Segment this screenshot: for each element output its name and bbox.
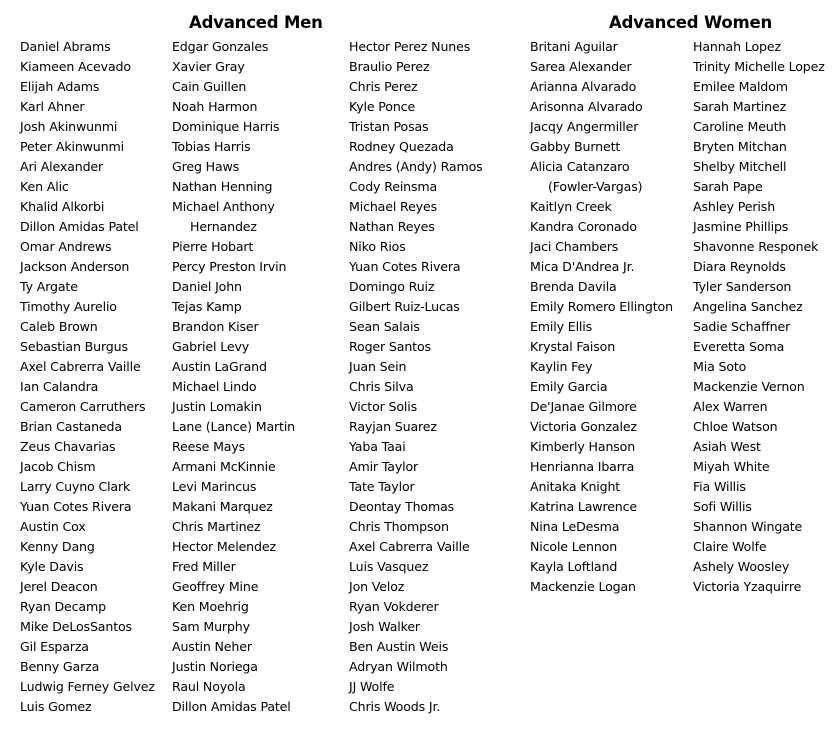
name-entry: Chloe Watson [693, 419, 778, 434]
name-entry: Daniel Abrams [20, 39, 111, 54]
name-entry: Levi Marincus [172, 479, 257, 494]
name-entry: Axel Cabrerra Vaille [20, 359, 141, 374]
name-entry: Katrina Lawrence [530, 499, 638, 514]
name-entry: Sebastian Burgus [20, 339, 128, 354]
name-entry: Sam Murphy [172, 619, 250, 634]
name-entry: Arianna Alvarado [530, 79, 637, 94]
name-entry: Chris Perez [349, 79, 418, 94]
name-entry: Chris Martinez [172, 519, 261, 534]
name-entry: Emily Ellis [530, 319, 593, 334]
name-entry: Kayla Loftland [530, 559, 618, 574]
name-entry: Justin Lomakin [172, 399, 262, 414]
name-entry: Ben Austin Weis [349, 639, 449, 654]
name-entry: Ty Argate [20, 279, 78, 294]
name-entry: Josh Walker [349, 619, 420, 634]
name-entry: Everetta Soma [693, 339, 785, 354]
name-entry: Austin LaGrand [172, 359, 267, 374]
advanced-women-column-2 [693, 37, 825, 597]
name-entry: Noah Harmon [172, 99, 258, 114]
name-entry: Ken Alic [20, 179, 69, 194]
name-entry: Raul Noyola [172, 679, 246, 694]
name-entry: Cain Guillen [172, 79, 247, 94]
name-entry: Brian Castaneda [20, 419, 122, 434]
name-entry: Justin Noriega [172, 659, 258, 674]
name-entry: Braulio Perez [349, 59, 430, 74]
name-entry: Claire Wolfe [693, 539, 767, 554]
advanced-men-column-1 [20, 37, 155, 717]
name-entry: Yuan Cotes Rivera [20, 499, 132, 514]
name-entry: Emily Garcia [530, 379, 608, 394]
name-entry: Luis Gomez [20, 699, 92, 714]
name-entry: Ryan Decamp [20, 599, 106, 614]
name-entry: Victor Solis [349, 399, 418, 414]
name-entry: Fia Willis [693, 479, 746, 494]
name-entry: Mackenzie Logan [530, 579, 636, 594]
name-entry: Sarea Alexander [530, 59, 632, 74]
name-entry: Gilbert Ruiz-Lucas [349, 299, 460, 314]
name-entry: Gabriel Levy [172, 339, 250, 354]
name-entry: Cameron Carruthers [20, 399, 146, 414]
name-entry: Deontay Thomas [349, 499, 455, 514]
advanced-women-column-1 [530, 37, 673, 597]
name-entry: Peter Akinwunmi [20, 139, 124, 154]
name-entry: Xavier Gray [172, 59, 245, 74]
name-entry: Nicole Lennon [530, 539, 618, 554]
name-entry: Ken Moehrig [172, 599, 249, 614]
name-entry: Caleb Brown [20, 319, 98, 334]
name-entry: Michael Lindo [172, 379, 257, 394]
name-entry: Daniel John [172, 279, 242, 294]
name-entry: Tobias Harris [172, 139, 251, 154]
name-entry: Juan Sein [349, 359, 407, 374]
name-entry: Austin Cox [20, 519, 86, 534]
name-entry: Lane (Lance) Martin [172, 419, 296, 434]
name-entry: Edgar Gonzales [172, 39, 269, 54]
name-entry: Kyle Ponce [349, 99, 416, 114]
name-entry: Adryan Wilmoth [349, 659, 448, 674]
name-entry: Chris Thompson [349, 519, 449, 534]
name-entry: Ashley Perish [693, 199, 776, 214]
name-entry: Shannon Wingate [693, 519, 803, 534]
name-entry: Jacqy Angermiller [530, 119, 639, 134]
name-entry: Jon Veloz [349, 579, 405, 594]
advanced-women-heading: Advanced Women [609, 13, 773, 32]
name-entry: Jerel Deacon [20, 579, 98, 594]
name-entry: Hector Melendez [172, 539, 276, 554]
name-entry: Nina LeDesma [530, 519, 620, 534]
advanced-men-column-3 [349, 37, 483, 717]
name-continuation: Hernandez [190, 219, 257, 234]
name-entry: Miyah White [693, 459, 770, 474]
name-entry: Fred Miller [172, 559, 236, 574]
name-entry: Caroline Meuth [693, 119, 787, 134]
name-entry: Alex Warren [693, 399, 768, 414]
name-entry: Anitaka Knight [530, 479, 621, 494]
name-entry: Rayjan Suarez [349, 419, 437, 434]
name-entry: Shelby Mitchell [693, 159, 787, 174]
name-entry: Dominique Harris [172, 119, 280, 134]
name-entry: Jasmine Phillips [693, 219, 789, 234]
name-entry: Makani Marquez [172, 499, 273, 514]
name-entry: Kenny Dang [20, 539, 95, 554]
name-entry: Omar Andrews [20, 239, 112, 254]
name-entry: Ashely Woosley [693, 559, 790, 574]
name-entry: Niko Rios [349, 239, 406, 254]
name-entry: Kaylin Fey [530, 359, 593, 374]
name-entry: Sofi Willis [693, 499, 752, 514]
name-entry: Victoria Yzaquirre [693, 579, 802, 594]
name-entry: Jacob Chism [20, 459, 96, 474]
name-entry: Mackenzie Vernon [693, 379, 805, 394]
name-entry: Victoria Gonzalez [530, 419, 637, 434]
name-entry: Mica D'Andrea Jr. [530, 259, 635, 274]
name-entry: Britani Aguilar [530, 39, 618, 54]
advanced-men-column-2 [172, 37, 295, 717]
name-entry: Reese Mays [172, 439, 246, 454]
name-entry: Diara Reynolds [693, 259, 786, 274]
name-entry: Luis Vasquez [349, 559, 429, 574]
name-entry: Ari Alexander [20, 159, 104, 174]
name-entry: Tristan Posas [349, 119, 429, 134]
name-entry: Andres (Andy) Ramos [349, 159, 483, 174]
name-entry: Benny Garza [20, 659, 100, 674]
name-entry: Gil Esparza [20, 639, 89, 654]
name-entry: Dillon Amidas Patel [20, 219, 139, 234]
name-entry: Emily Romero Ellington [530, 299, 673, 314]
name-entry: Tate Taylor [349, 479, 415, 494]
name-entry: Hector Perez Nunes [349, 39, 471, 54]
name-entry: Kyle Davis [20, 559, 84, 574]
name-entry: Roger Santos [349, 339, 431, 354]
name-entry: Khalid Alkorbi [20, 199, 105, 214]
name-entry: Emilee Maldom [693, 79, 788, 94]
name-entry: Ludwig Ferney Gelvez [20, 679, 155, 694]
advanced-men-heading: Advanced Men [189, 13, 323, 32]
name-entry: Yuan Cotes Rivera [349, 259, 461, 274]
name-entry: Asiah West [693, 439, 761, 454]
name-entry: Angelina Sanchez [693, 299, 803, 314]
name-entry: Sadie Schaffner [693, 319, 791, 334]
name-entry: Timothy Aurelio [20, 299, 117, 314]
name-entry: Brandon Kiser [172, 319, 259, 334]
name-entry: Kandra Coronado [530, 219, 637, 234]
name-entry: JJ Wolfe [349, 679, 395, 694]
name-entry: Chris Silva [349, 379, 414, 394]
name-entry: Nathan Henning [172, 179, 273, 194]
name-entry: Elijah Adams [20, 79, 100, 94]
name-entry: Karl Ahner [20, 99, 85, 114]
name-entry: Sarah Martinez [693, 99, 787, 114]
name-entry: Kaitlyn Creek [530, 199, 612, 214]
name-entry: Axel Cabrerra Vaille [349, 539, 470, 554]
name-entry: Josh Akinwunmi [20, 119, 118, 134]
name-entry: Michael Anthony [172, 199, 275, 214]
name-entry: Dillon Amidas Patel [172, 699, 291, 714]
name-entry: Domingo Ruiz [349, 279, 435, 294]
name-entry: Kimberly Hanson [530, 439, 636, 454]
name-entry: Austin Neher [172, 639, 252, 654]
name-entry: Trinity Michelle Lopez [693, 59, 825, 74]
name-entry: Mike DeLosSantos [20, 619, 132, 634]
name-entry: Henrianna Ibarra [530, 459, 635, 474]
name-entry: Pierre Hobart [172, 239, 254, 254]
name-entry: Ryan Vokderer [349, 599, 439, 614]
name-entry: Rodney Quezada [349, 139, 454, 154]
name-entry: Hannah Lopez [693, 39, 781, 54]
name-entry: Krystal Faison [530, 339, 616, 354]
name-entry: Alicia Catanzaro [530, 159, 630, 174]
name-entry: Michael Reyes [349, 199, 437, 214]
name-entry: Cody Reinsma [349, 179, 438, 194]
name-entry: Geoffrey Mine [172, 579, 259, 594]
name-entry: Sean Salais [349, 319, 420, 334]
name-entry: Percy Preston Irvin [172, 259, 287, 274]
name-entry: De'Janae Gilmore [530, 399, 637, 414]
name-entry: Arisonna Alvarado [530, 99, 643, 114]
name-entry: Gabby Burnett [530, 139, 621, 154]
name-entry: Tejas Kamp [172, 299, 242, 314]
name-entry: Kiameen Acevado [20, 59, 131, 74]
name-entry: Bryten Mitchan [693, 139, 787, 154]
name-entry: Jaci Chambers [530, 239, 619, 254]
name-entry: Chris Woods Jr. [349, 699, 441, 714]
name-entry: Jackson Anderson [20, 259, 130, 274]
name-entry: Shavonne Responek [693, 239, 819, 254]
name-entry: Amir Taylor [349, 459, 419, 474]
name-entry: Tyler Sanderson [693, 279, 792, 294]
name-entry: Nathan Reyes [349, 219, 435, 234]
name-entry: Armani McKinnie [172, 459, 276, 474]
name-entry: Larry Cuyno Clark [20, 479, 131, 494]
name-entry: Yaba Taai [349, 439, 406, 454]
name-entry: Greg Haws [172, 159, 240, 174]
name-entry: Zeus Chavarias [20, 439, 116, 454]
name-entry: Sarah Pape [693, 179, 763, 194]
name-entry: Brenda Davila [530, 279, 617, 294]
name-entry: Mia Soto [693, 359, 747, 374]
name-continuation: (Fowler-Vargas) [548, 179, 643, 194]
name-entry: Ian Calandra [20, 379, 99, 394]
